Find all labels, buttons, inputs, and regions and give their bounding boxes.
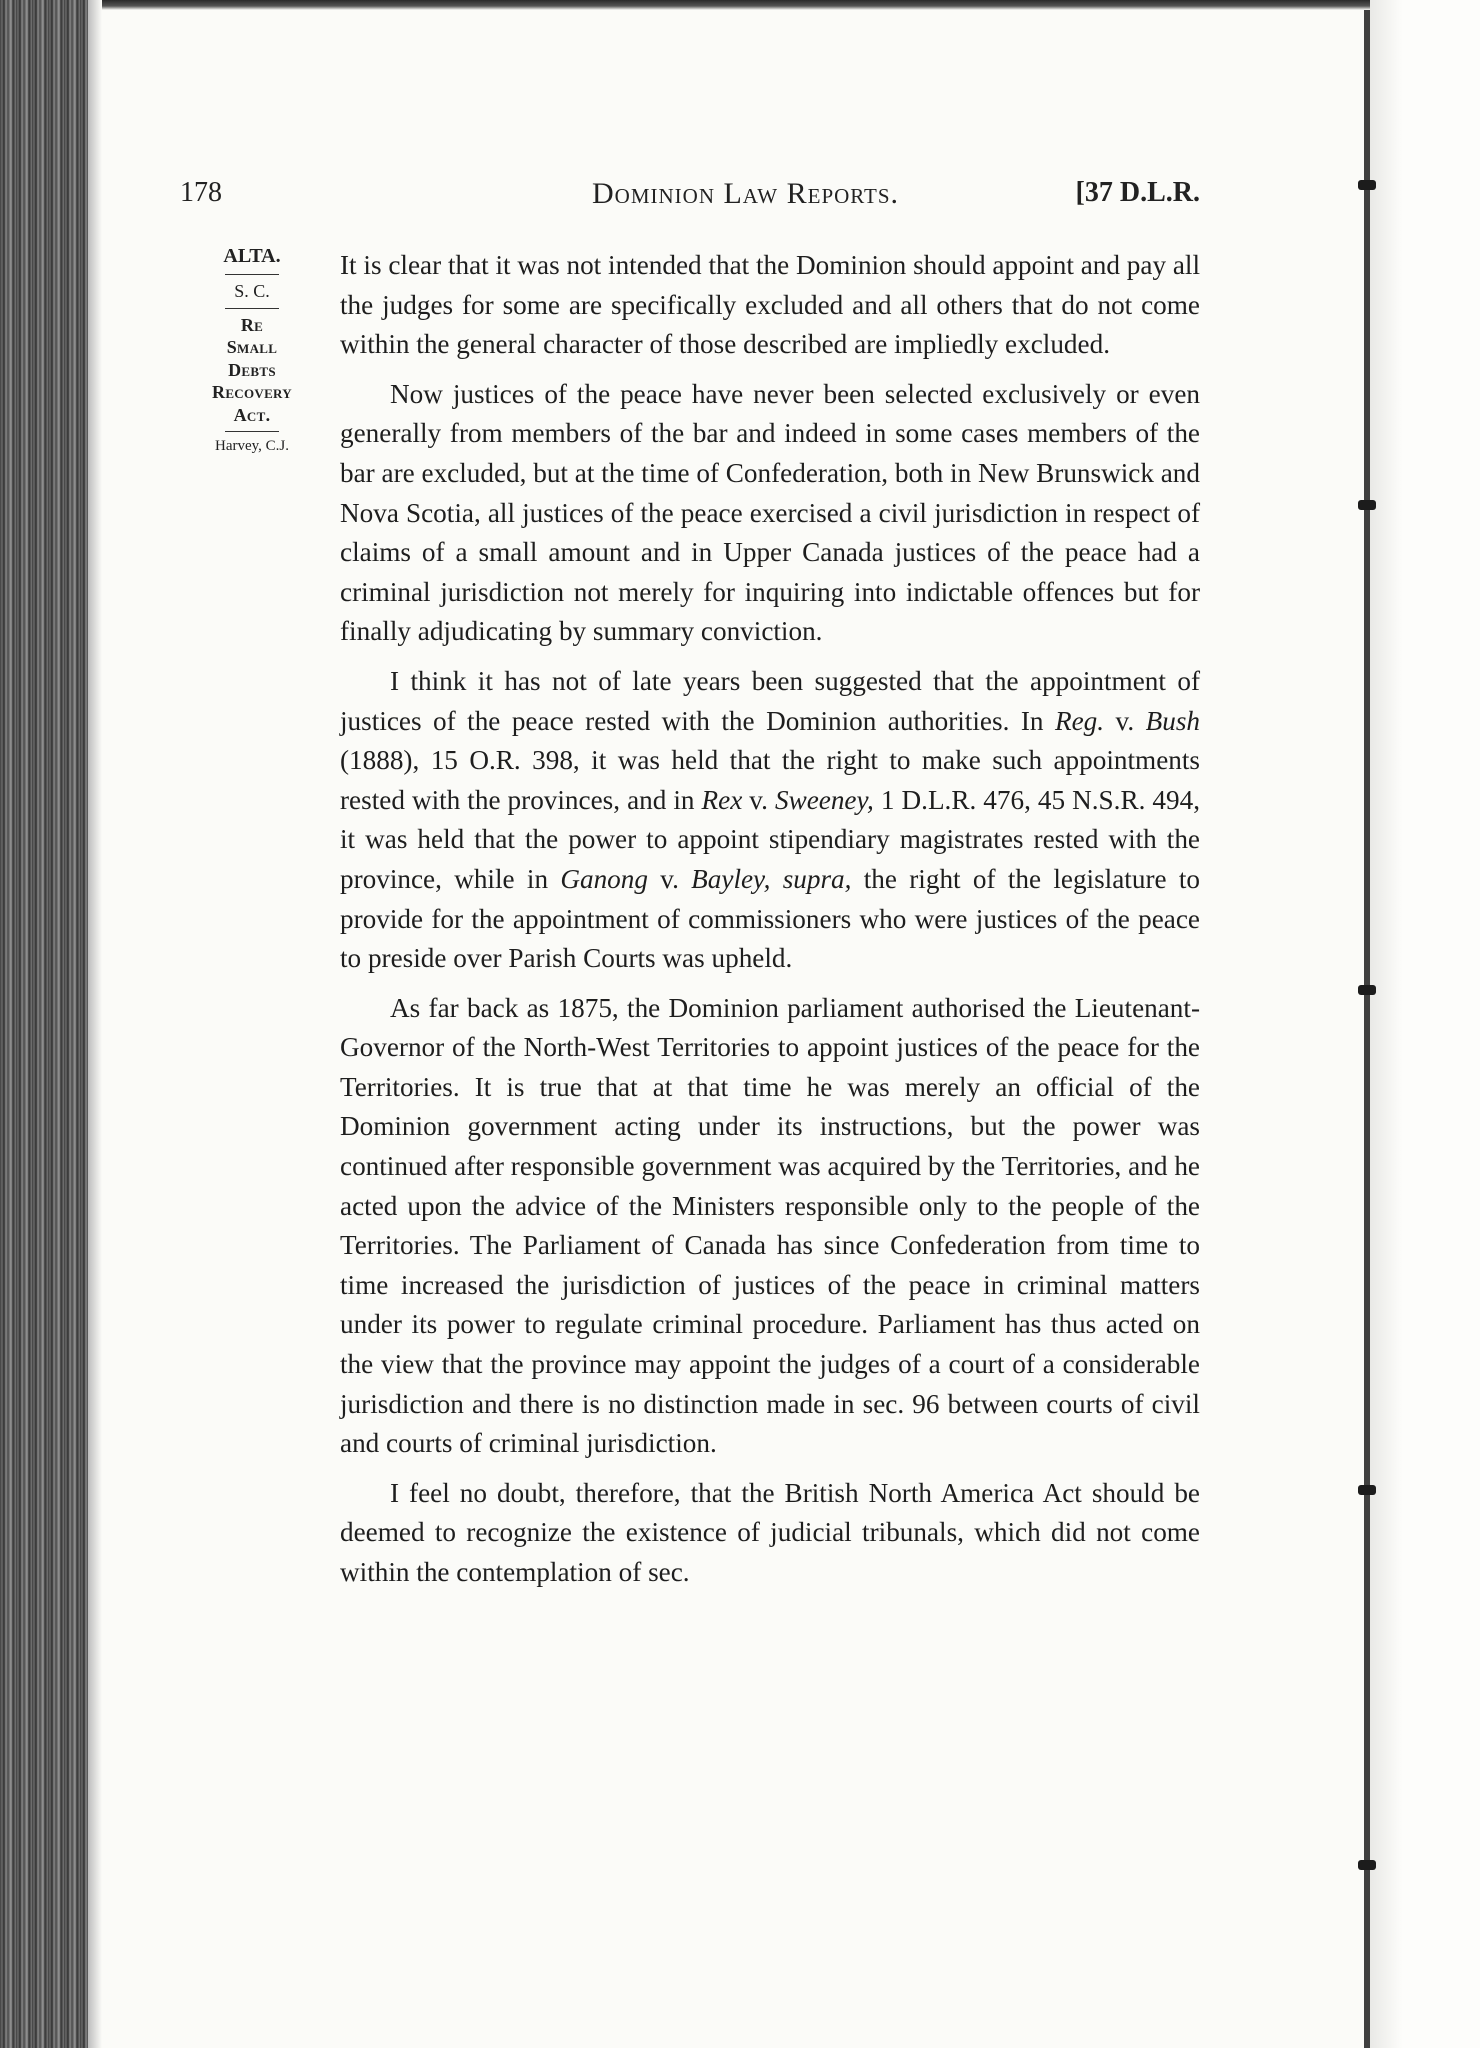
margin-case-name-line: Re [240, 314, 264, 335]
margin-court: S. C. [234, 281, 270, 301]
paragraph [340, 662, 1200, 979]
right-page-margin [1370, 0, 1480, 2048]
margin-province: ALTA. [223, 245, 281, 267]
margin-divider [225, 308, 279, 309]
case-citation-italic: Sweeney, [774, 784, 874, 815]
running-head [180, 177, 1200, 217]
text-run: It is clear that it was not intended that the Dominion should appoint and pay all the judges for some are specifically excluded and all others that do not come within the general character of those described are impliedly excluded. [340, 250, 1201, 360]
paragraph [340, 246, 1200, 365]
binding-clip [1358, 1485, 1376, 1495]
journal-title: Dominion Law Reports. [592, 177, 900, 210]
paragraph [340, 375, 1200, 652]
case-citation-italic: Bayley, supra, [691, 863, 852, 894]
binding-clip [1358, 1860, 1376, 1870]
case-citation-italic: Reg. [1054, 705, 1105, 736]
text-run: As far back as 1875, the Dominion parliament authorised the Lieutenant-Governor of the North-West Territories to appoint justices of the peace for the Territories. It is true that at that time he was merely an official of the Dominion government acting under its instructions, but the power was continued after responsible government was acquired by the Territories, and he acted upon the advice of the Ministers responsible only to the people of the Territories. The Parliament of Canada has since Confederation from time to time increased the jurisdiction of justices of the peace in criminal matters under its power to regulate criminal procedure. Parliament has thus acted on the view that the province may appoint the judges of a court of a considerable jurisdiction and there is no distinction made in sec. 96 between courts of civil and courts of criminal jurisdiction. [340, 992, 1200, 1459]
case-citation-italic: Rex [701, 784, 743, 815]
margin-judge: Harvey, C.J. [214, 438, 289, 454]
margin-case-name-line: Small [226, 337, 278, 357]
text-run: 1 D.L.R. 476, 45 N.S.R. 494, it was held that the power to appoint stipendiary magistrates rested with the province, while in [340, 784, 1201, 894]
volume-reference: [37 D.L.R. [1075, 177, 1200, 208]
text-run: the right of the legislature to provide for the appointment of commissioners who were justices of the peace to preside over Parish Courts was upheld. [340, 863, 1201, 974]
paragraph [340, 1474, 1200, 1593]
binding-clip [1358, 180, 1376, 190]
margin-case-name-line: Debts [228, 359, 276, 380]
text-run: I feel no doubt, therefore, that the British North America Act should be deemed to recognize the existence of judicial tribunals, which did not come within the contemplation of sec. [340, 1477, 1200, 1587]
margin-case-name-line: Recovery [212, 382, 292, 402]
margin-case-name-line: Act. [233, 404, 271, 425]
margin-divider [225, 431, 279, 432]
binding-clip [1358, 500, 1376, 510]
case-citation-italic: Ganong [560, 863, 648, 894]
case-citation-italic: Bush [1145, 705, 1200, 736]
book-gutter [0, 0, 88, 2048]
text-run: v. [742, 784, 775, 815]
margin-note [190, 244, 314, 456]
judgment-text [340, 246, 1200, 1593]
page-number: 178 [180, 177, 222, 208]
binding-edge [1364, 10, 1370, 2048]
text-run: I think it has not of late years been suggested that the appointment of justices of the peace rested with the Dominion authorities. In [340, 665, 1200, 736]
gutter-shadow [88, 0, 102, 2048]
text-run: (1888), 15 O.R. 398, it was held that the right to make such appointments rested with the provinces, and in [340, 745, 1200, 815]
text-run: v. [647, 863, 692, 894]
text-run: v. [1104, 705, 1146, 736]
paragraph [340, 989, 1200, 1464]
text-run: Now justices of the peace have never been selected exclusively or even generally from members of the bar and indeed in some cases members of the bar are excluded, but at the time of Confederation, both in New Brunswick and Nova Scotia, all justices of the peace exercised a civil jurisdiction in respect of claims of a small amount and in Upper Canada justices of the peace had a criminal jurisdiction not merely for inquiring into indictable offences but for finally adjudicating by summary conviction. [340, 378, 1200, 647]
page-top-edge [0, 0, 1480, 10]
binding-clip [1358, 985, 1376, 995]
margin-divider [225, 274, 279, 275]
